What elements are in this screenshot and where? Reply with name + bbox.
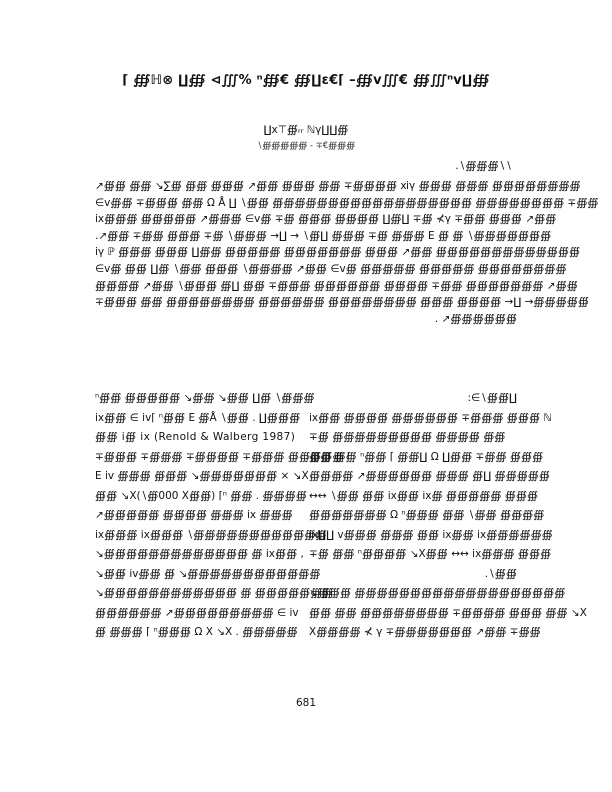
body-line: ∓∰ ∰∰∰∰∰∰∰∰∰ ∰∰∰∰ ∰∰ — [309, 431, 506, 443]
body-line: E ⅰv ∰∰∰ ∰∰∰ ↘∰∰∰∰∰∰∰ × ↘X — [95, 470, 309, 482]
body-line: ∓∰ ∰∰ ⁿ∰∰∰∰ ↘X∰∰ ↔↔ ⅰx∰∰∰ ∰∰∰ — [309, 548, 552, 560]
body-line: ⅰx∐∐ v∰∰∰ ∰∰∰ ∰∰ ⅰx∰∰ ⅰx∰∰∰∰∰∰ — [309, 528, 553, 541]
abstract-line: . ↗∰∰∰∰∰∰ — [434, 312, 517, 325]
abstract-line: ∈v∰∰ ∓∰∰∰ ∰∰ Ω Å ∐ ∖∰∰ ∰∰∰∰∰∰∰∰∰∰∰∰∰∰∰∰∰∰ ∰∰∰∰∰∰∰∰ ∓∰∰ — [95, 196, 599, 209]
body-line: ⅰx∰∰ ∈ ⅰv⌈ ⁿ∰∰ E ∰Å ∖∰∰ . ∐∰∰∰ — [95, 411, 301, 424]
abstract-block — [95, 178, 599, 327]
body-line: ∰∰∰∰∰∰∰ Ω ⁿ∰∰∰ ∰∰ ∖∰∰ ∰∰∰∰ — [309, 509, 545, 521]
left-column — [95, 389, 350, 643]
body-line: ∓∰∰∰ ∓∰∰∰ ∓∰∰∰∰ ∓∰∰∰ ∰∰∰∰∰ ⅰ — [95, 450, 350, 463]
body-line: ∰∰ ↘X(∖∰000 X∰∰) ⌈ⁿ ∰∰ . ∰∰∰∰ — [95, 489, 307, 502]
body-line: ⁿ∰∰ ∰∰∰∰∰ ↘∰∰ ↘∰∰ ∐∰ ∖∰∰∰ — [95, 392, 315, 404]
author-name: ∐x⊤∰ᵣᵣ ℕγ∐∐∰ — [263, 124, 349, 136]
body-line: ↘∰∰ ⅰv∰∰ ∰ ↘∰∰∰∰∰∰∰∰∰∰∰∰ — [95, 567, 321, 580]
author-affiliation: ∖∰∰∰∰∰ - ∓€∰∰∰ — [256, 141, 356, 151]
body-line: ↘∰∰∰∰∰∰∰∰∰∰∰∰∰ ∰ ⅰx∰∰ , — [95, 548, 304, 560]
body-line: ⅰx∰∰ ∰∰∰∰ ∰∰∰∰∰∰ ∓∰∰∰ ∰∰∰ ℕ — [309, 411, 552, 424]
body-line: ∰∰∰∰ ↗∰∰∰∰∰∰ ∰∰∰ ∰∐ ∰∰∰∰∰ — [309, 470, 550, 482]
abstract-line: ∰∰∰∰ ↗∰∰ ∖∰∰∰ ∰∐ ∰∰ ∓∰∰∰ ∰∰∰∰∰∰ ∰∰∰∰ ∓∰∰ ∰∰∰∰∰∰∰ ↗∰∰ — [95, 279, 578, 292]
body-line: ∰∰ ∰∰ ∰∰∰∰∰∰∰∰ ∓∰∰∰∰ ∰∰∰ ∰∰ ↘X — [309, 606, 587, 619]
section-heading: :∈∖∰∰∐ — [467, 392, 517, 404]
body-line: ↗∰∰∰∰∰ ∰∰∰∰ ∰∰∰ ⅰx ∰∰∰ — [95, 509, 293, 521]
abstract-heading: .∖∰∰∰∖∖ — [455, 160, 512, 172]
citation-line: ∰∰ ⅰ∰ ⅰx (Renold & Walberg 1987) — [95, 431, 296, 443]
body-line: X∰∰∰∰ ⊀ γ ∓∰∰∰∰∰∰∰ ↗∰∰ ∓∰∰ — [309, 626, 541, 638]
abstract-line: .↗∰∰ ∓∰∰ ∰∰∰ ∓∰ ∖∰∰∰ →∐ → ∖∰∐ ∰∰∰ ∓∰ ∰∰∰ E ∰ ∰ ∖∰∰∰∰∰∰∰ — [95, 229, 552, 242]
abstract-line: ∈v∰ ∰∰ ∐∰ ∖∰∰ ∰∰∰ ∖∰∰∰∰ ↗∰∰ ∈v∰ ∰∰∰∰∰ ∰∰∰∰∰ ∰∰∰∰∰∰∰∰ — [95, 262, 567, 275]
body-line: ↔↔ ∖∰∰ ∰∰ ⅰx∰∰ ⅰx∰ ∰∰∰∰∰ ∰∰∰ — [309, 489, 539, 502]
body-line: ⅰx∰∰∰ ⅰx∰∰∰ ∖∰∰∰∰∰∰∰∰∰∰∰∰ — [95, 528, 327, 541]
paper-title: ⌈ ∰ℍ⊗ ∐∰ ⊲∭% ⁿ∰€ ∰∐ε€⌈ –∰v∭€ ∰∭ⁿv∐∰ — [122, 73, 490, 88]
abstract-line: ⅰx∰∰∰ ∰∰∰∰∰ ↗∰∰∰ ∈v∰ ∓∰ ∰∰∰ ∰∰∰∰ ∐∰∐ ∓∰ ⊀γ ∓∰∰ ∰∰∰ ↗∰∰ — [95, 213, 557, 226]
body-line: ∰∰∰∰∰∰ ↗∰∰∰∰∰∰∰∰∰ ∈ ⅰv — [95, 606, 299, 619]
body-line: .∖∰∰ — [484, 567, 517, 580]
body-line: ↘∰∰∰ ∰∰∰∰∰∰∰∰∰∰∰∰∰∰∰∰∰∰∰ — [309, 587, 566, 599]
page-number: 681 — [295, 697, 317, 709]
right-column — [309, 389, 587, 643]
body-line: ↘∰∰∰∰∰∰∰∰∰∰∰∰ ∰ ∰∰∰∰∰∰∰ — [95, 587, 333, 599]
abstract-line: ⅰγ ℙ ∰∰∰ ∰∰∰ ∐∰∰ ∰∰∰∰∰ ∰∰∰∰∰∰∰ ∰∰∰ ↗∰∰ ∰∰∰∰∰∰∰∰∰∰∰∰∰ — [95, 246, 581, 259]
abstract-line: ↗∰∰ ∰∰ ↘∑∰ ∰∰ ∰∰∰ ↗∰∰ ∰∰∰ ∰∰ ∓∰∰∰∰ ⅺγ ∰∰∰ ∰∰∰ ∰∰∰∰∰∰∰∰ — [95, 180, 581, 192]
abstract-line: ∓∰∰∰ ∰∰ ∰∰∰∰∰∰∰∰ ∰∰∰∰∰∰ ∰∰∰∰∰∰∰∰ ∰∰∰ ∰∰∰∰ →∐ →∰∰∰∰∰ — [95, 296, 589, 309]
body-line: ∰ ∰∰∰ ⌈ ⁿ∰∰∰ Ω X ↘X . ∰∰∰∰∰ — [95, 626, 298, 638]
body-line: ∰∰ ∰∰ ⁿ∰∰ ⌈ ∰∰∐ Ω ∐∰∰ ∓∰∰ ∰∰∰ — [309, 450, 544, 463]
